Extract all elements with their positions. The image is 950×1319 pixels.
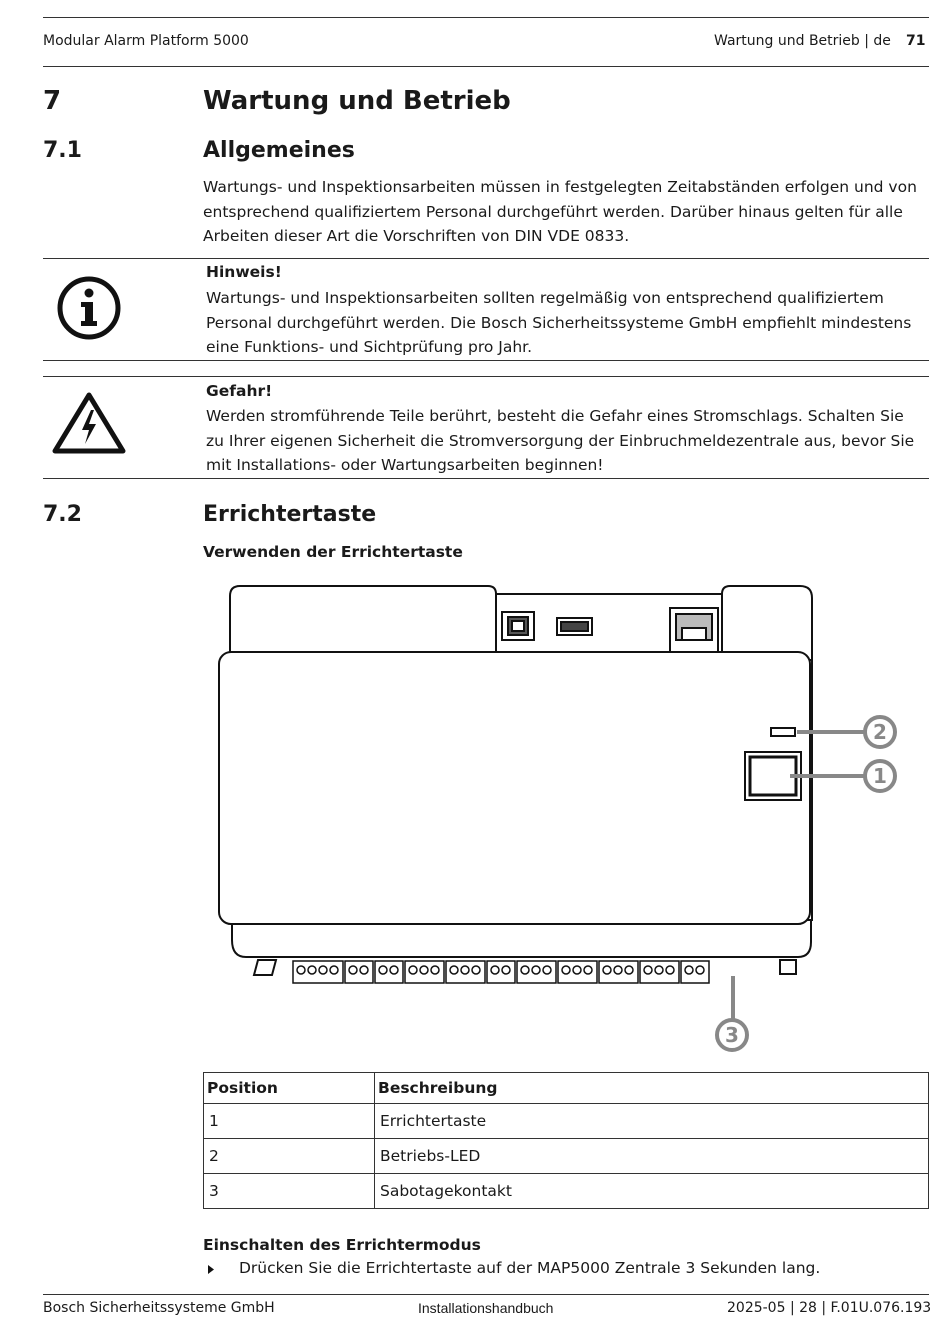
bullet-arrow-icon <box>207 1264 215 1275</box>
table-cell: 3 <box>204 1174 375 1209</box>
device-figure <box>210 580 910 1055</box>
position-table <box>203 1072 929 1209</box>
terminal-screw <box>625 966 633 974</box>
table-header-position: Position <box>204 1073 375 1104</box>
terminal-screw <box>521 966 529 974</box>
notice-bottom-rule <box>43 360 929 361</box>
danger-top-rule <box>43 376 929 377</box>
terminal-screw <box>655 966 663 974</box>
terminal-screw <box>431 966 439 974</box>
section-7-2-title: Errichtertaste <box>203 502 377 527</box>
chapter-title: Wartung und Betrieb <box>203 86 511 116</box>
header-bottom-rule <box>43 66 929 67</box>
table-cell: Betriebs-LED <box>375 1139 929 1174</box>
notice-text <box>206 286 922 360</box>
paragraph-line: entsprechend qualifiziertem Personal durchgeführt werden. Darüber hinaus gelten für alle <box>203 202 903 221</box>
section-7-1-title: Allgemeines <box>203 138 355 163</box>
chapter-number: 7 <box>43 86 62 116</box>
table-cell: Errichtertaste <box>375 1104 929 1139</box>
table-cell: Sabotagekontakt <box>375 1174 929 1209</box>
front-cover <box>219 652 810 924</box>
terminal-screw <box>360 966 368 974</box>
terminal-screw <box>491 966 499 974</box>
notice-top-rule <box>43 258 929 259</box>
table-cell: 2 <box>204 1139 375 1174</box>
terminal-screw <box>379 966 387 974</box>
terminal-screw <box>584 966 592 974</box>
danger-bottom-rule <box>43 478 929 479</box>
terminal-screw <box>502 966 510 974</box>
notice-line: eine Funktions- und Sichtprüfung pro Jahr. <box>206 338 533 356</box>
callout-1: 1 <box>873 764 887 788</box>
table-cell: 1 <box>204 1104 375 1139</box>
footer-rule <box>43 1294 929 1295</box>
housing-top-left <box>230 586 496 660</box>
callout-3: 3 <box>725 1023 739 1047</box>
terminal-strip <box>293 961 709 983</box>
terminal-screw <box>614 966 622 974</box>
foot-left <box>254 960 276 975</box>
table-row <box>204 1174 929 1209</box>
terminal-screw <box>532 966 540 974</box>
installer-mode-heading: Einschalten des Errichtermodus <box>203 1236 481 1254</box>
footer-company: Bosch Sicherheitssysteme GmbH <box>43 1300 275 1316</box>
terminal-screw <box>390 966 398 974</box>
notice-line: Personal durchgeführt werden. Die Bosch Sicherheitssysteme GmbH empfiehlt mindestens <box>206 313 912 332</box>
terminal-screw <box>297 966 305 974</box>
table-header-description: Beschreibung <box>375 1073 929 1104</box>
paragraph-line: Wartungs- und Inspektionsarbeiten müssen in festgelegten Zeitabständen erfolgen und von <box>203 178 917 196</box>
header-page-number: 71 <box>906 33 926 49</box>
header-section: Wartung und Betrieb | de <box>714 33 891 49</box>
section-7-1-number: 7.1 <box>43 138 82 163</box>
high-voltage-warning-icon <box>51 390 127 456</box>
terminal-screw <box>573 966 581 974</box>
footer-info: 2025-05 | 28 | F.01U.076.193 <box>727 1300 932 1316</box>
terminal-screw <box>685 966 693 974</box>
section-7-1-paragraph <box>203 175 923 249</box>
section-7-2-subheading: Verwenden der Errichtertaste <box>203 543 463 561</box>
foot-right <box>780 960 796 974</box>
danger-text <box>206 404 922 478</box>
paragraph-line: Arbeiten dieser Art die Vorschriften von DIN VDE 0833. <box>203 227 630 245</box>
terminal-screw <box>666 966 674 974</box>
danger-line: zu Ihrer eigenen Sicherheit die Stromversorgung der Einbruchmeldezentrale aus, bevor Sie <box>206 431 915 450</box>
terminal-screw <box>308 966 316 974</box>
installer-mode-step: Drücken Sie die Errichtertaste auf der MAP5000 Zentrale 3 Sekunden lang. <box>239 1259 821 1277</box>
notice-line: Wartungs- und Inspektionsarbeiten sollten regelmäßig von entsprechend qualifiziertem <box>206 289 884 307</box>
terminal-screw <box>330 966 338 974</box>
terminal-screw <box>450 966 458 974</box>
terminal-screw <box>472 966 480 974</box>
terminal-screw <box>349 966 357 974</box>
terminal-screw <box>543 966 551 974</box>
terminal-screw <box>420 966 428 974</box>
terminal-screw <box>644 966 652 974</box>
header-top-rule <box>43 17 929 18</box>
table-row <box>204 1139 929 1174</box>
danger-line: mit Installations- oder Wartungsarbeiten beginnen! <box>206 456 604 474</box>
header-product: Modular Alarm Platform 5000 <box>43 33 249 49</box>
table-row <box>204 1104 929 1139</box>
notice-title: Hinweis! <box>206 263 282 281</box>
section-7-2-number: 7.2 <box>43 502 82 527</box>
callout-2: 2 <box>873 720 887 744</box>
terminal-screw <box>409 966 417 974</box>
footer-document: Installationshandbuch <box>418 1300 554 1316</box>
table-header-row <box>204 1073 929 1104</box>
danger-title: Gefahr! <box>206 382 273 400</box>
terminal-screw <box>319 966 327 974</box>
info-icon <box>56 275 122 341</box>
danger-line: Werden stromführende Teile berührt, besteht die Gefahr eines Stromschlags. Schalten Sie <box>206 407 904 425</box>
terminal-screw <box>461 966 469 974</box>
operation-led <box>771 728 795 736</box>
terminal-screw <box>562 966 570 974</box>
terminal-screw <box>696 966 704 974</box>
terminal-screw <box>603 966 611 974</box>
housing-top-right <box>722 586 812 660</box>
